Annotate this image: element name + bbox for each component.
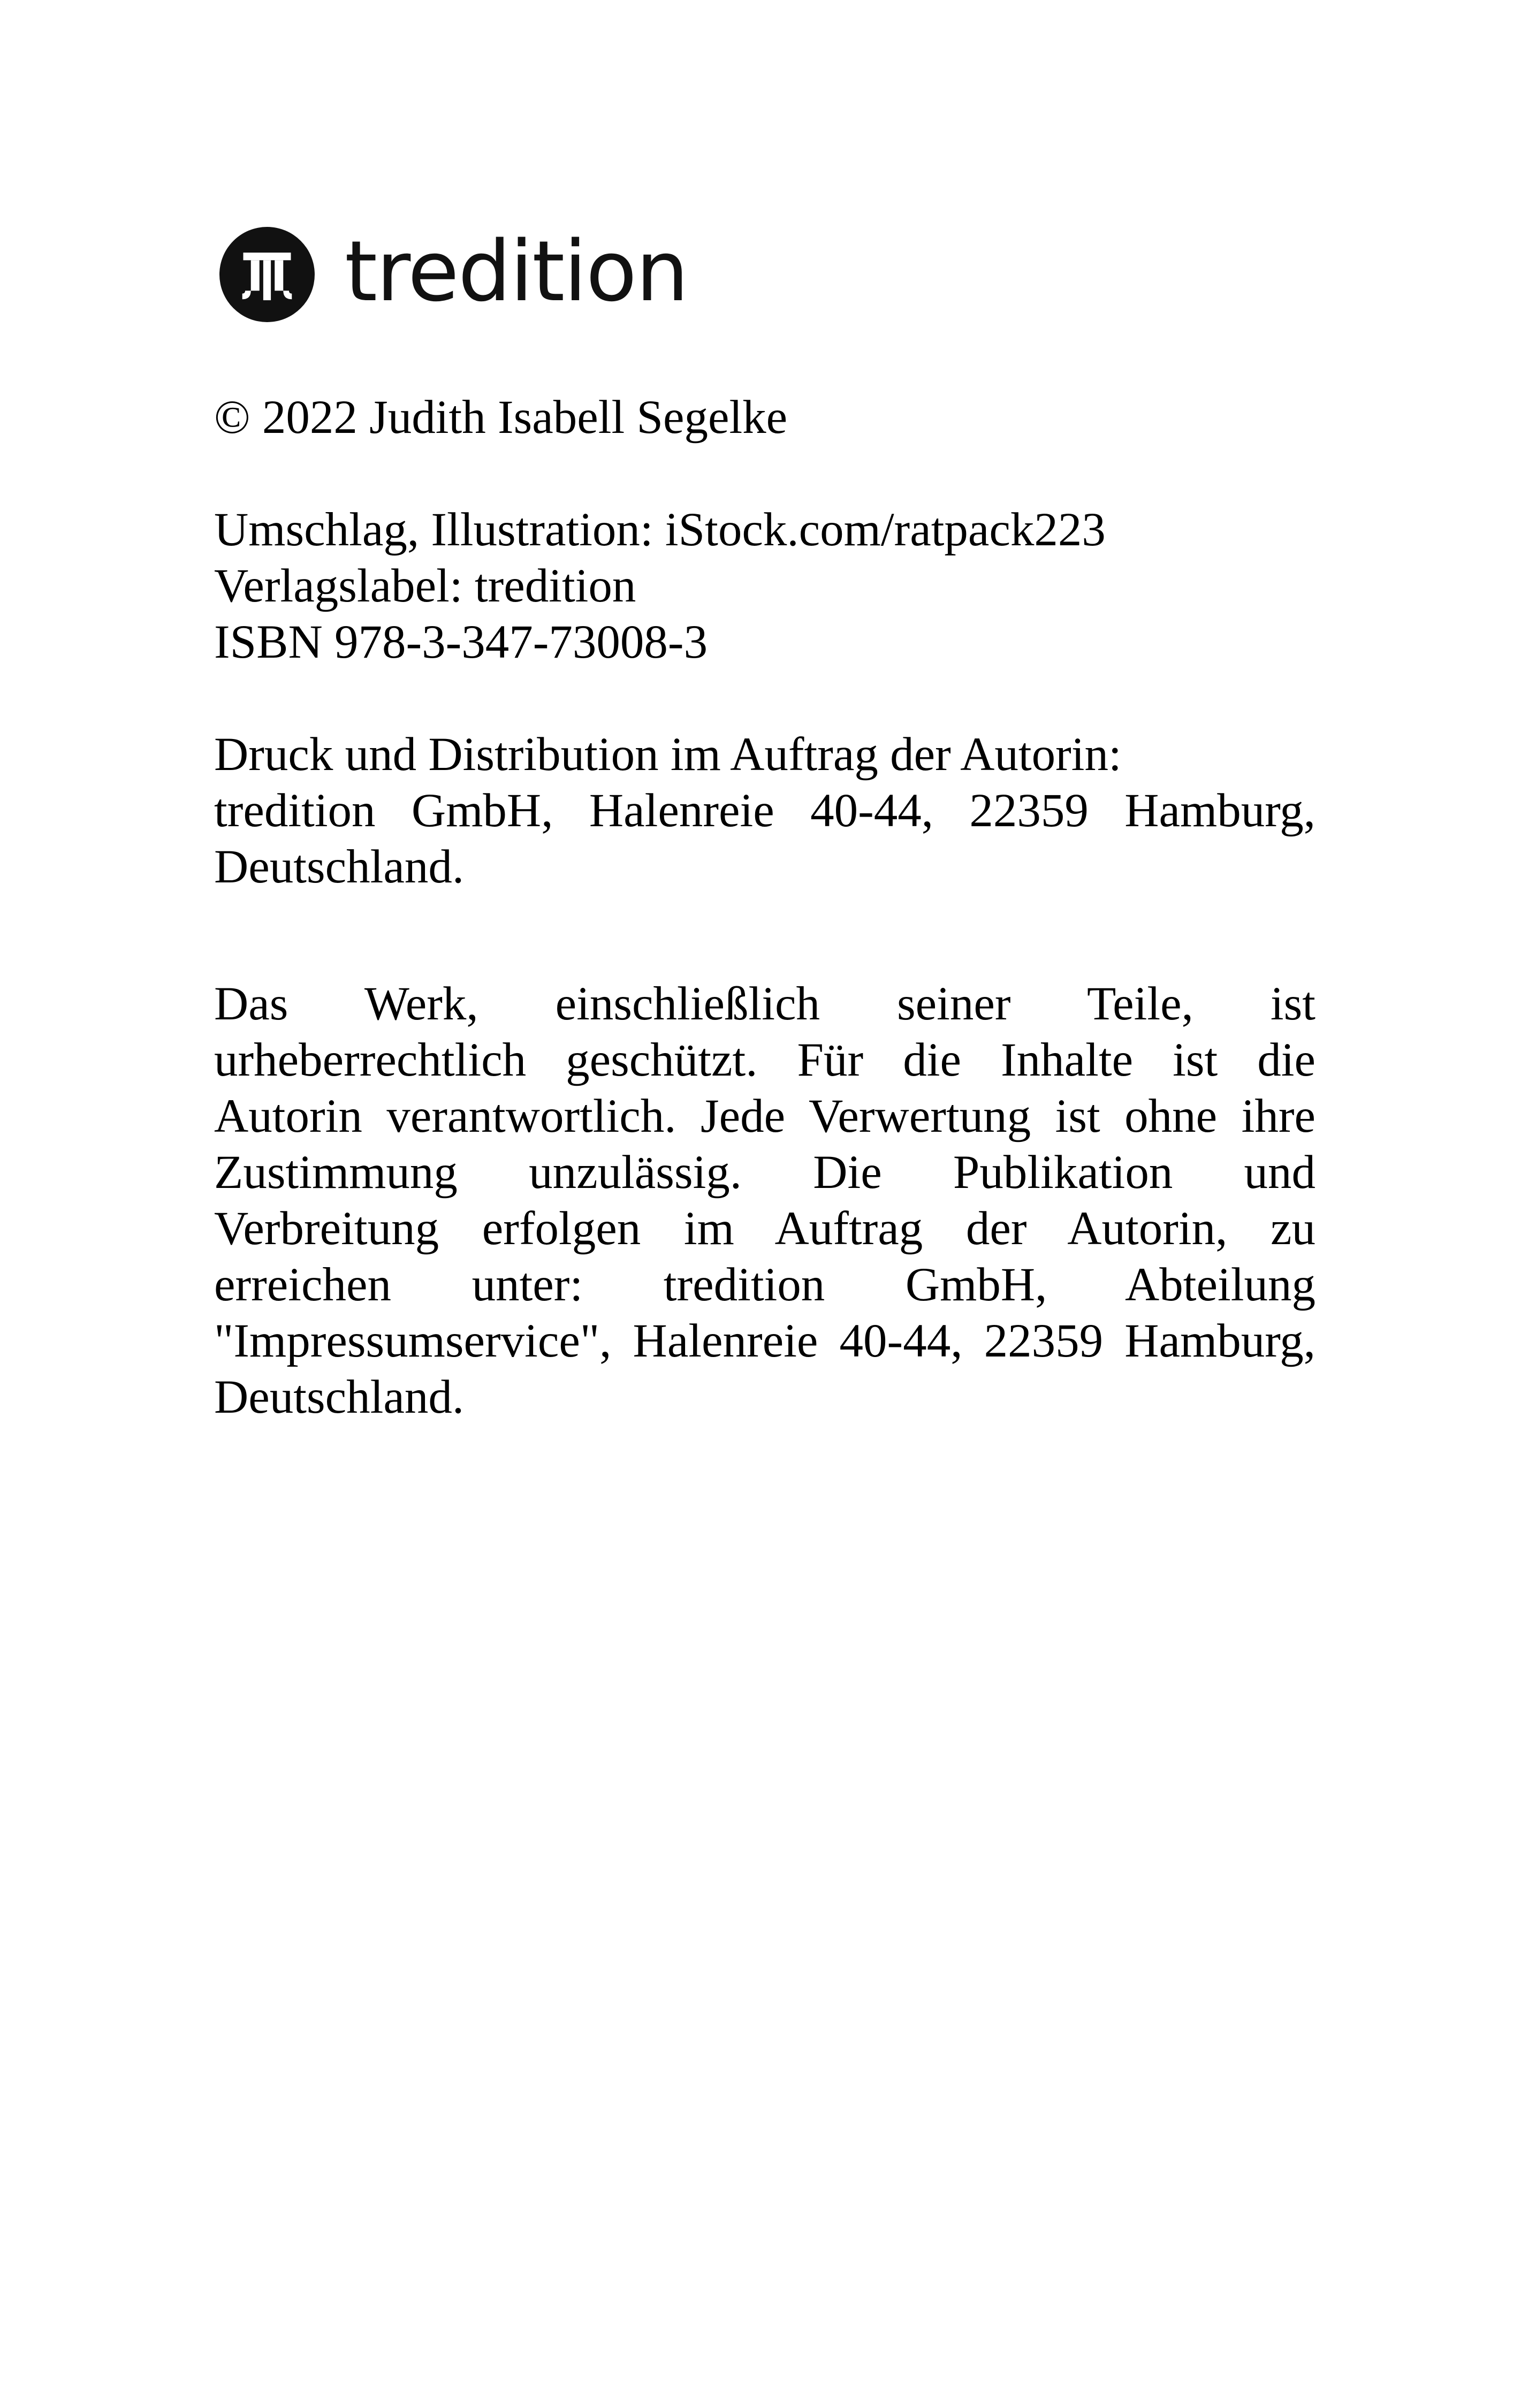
- publisher-label: Verlagslabel: tredition: [214, 560, 636, 612]
- print-distribution-block: [214, 727, 1315, 895]
- credits-block: [214, 502, 1315, 670]
- legal-line: "Impressumservice", Halenreie 40-44, 22359 Hamburg,: [214, 1315, 1315, 1367]
- legal-line: urheberrechtlich geschützt. Für die Inhalte ist die: [214, 1034, 1315, 1086]
- legal-line: Autorin verantwortlich. Jede Verwertung ist ohne ihre: [214, 1090, 1315, 1142]
- legal-line: Deutschland.: [214, 1371, 465, 1423]
- logo-wordmark: tredition: [345, 223, 688, 320]
- cover-credit: Umschlag, Illustration: iStock.com/ratpack223: [214, 504, 1106, 556]
- copyright-block: [214, 390, 1315, 446]
- copyright-line: © 2022 Judith Isabell Segelke: [214, 391, 788, 444]
- legal-line: Das Werk, einschließlich seiner Teile, ist: [214, 978, 1315, 1030]
- legal-notice-block: [214, 976, 1315, 1426]
- legal-line: erreichen unter: tredition GmbH, Abteilung: [214, 1259, 1315, 1311]
- print-line: Deutschland.: [214, 841, 465, 893]
- legal-line: Verbreitung erfolgen im Auftrag der Autorin, zu: [214, 1202, 1315, 1255]
- isbn: ISBN 978-3-347-73008-3: [214, 616, 708, 668]
- print-line: tredition GmbH, Halenreie 40-44, 22359 Hamburg,: [214, 784, 1315, 837]
- legal-line: Zustimmung unzulässig. Die Publikation und: [214, 1146, 1315, 1199]
- print-line: Druck und Distribution im Auftrag der Autorin:: [214, 728, 1122, 781]
- tredition-logo-icon: [219, 227, 315, 322]
- imprint-text: [214, 390, 1315, 1426]
- publisher-logo: [219, 224, 688, 325]
